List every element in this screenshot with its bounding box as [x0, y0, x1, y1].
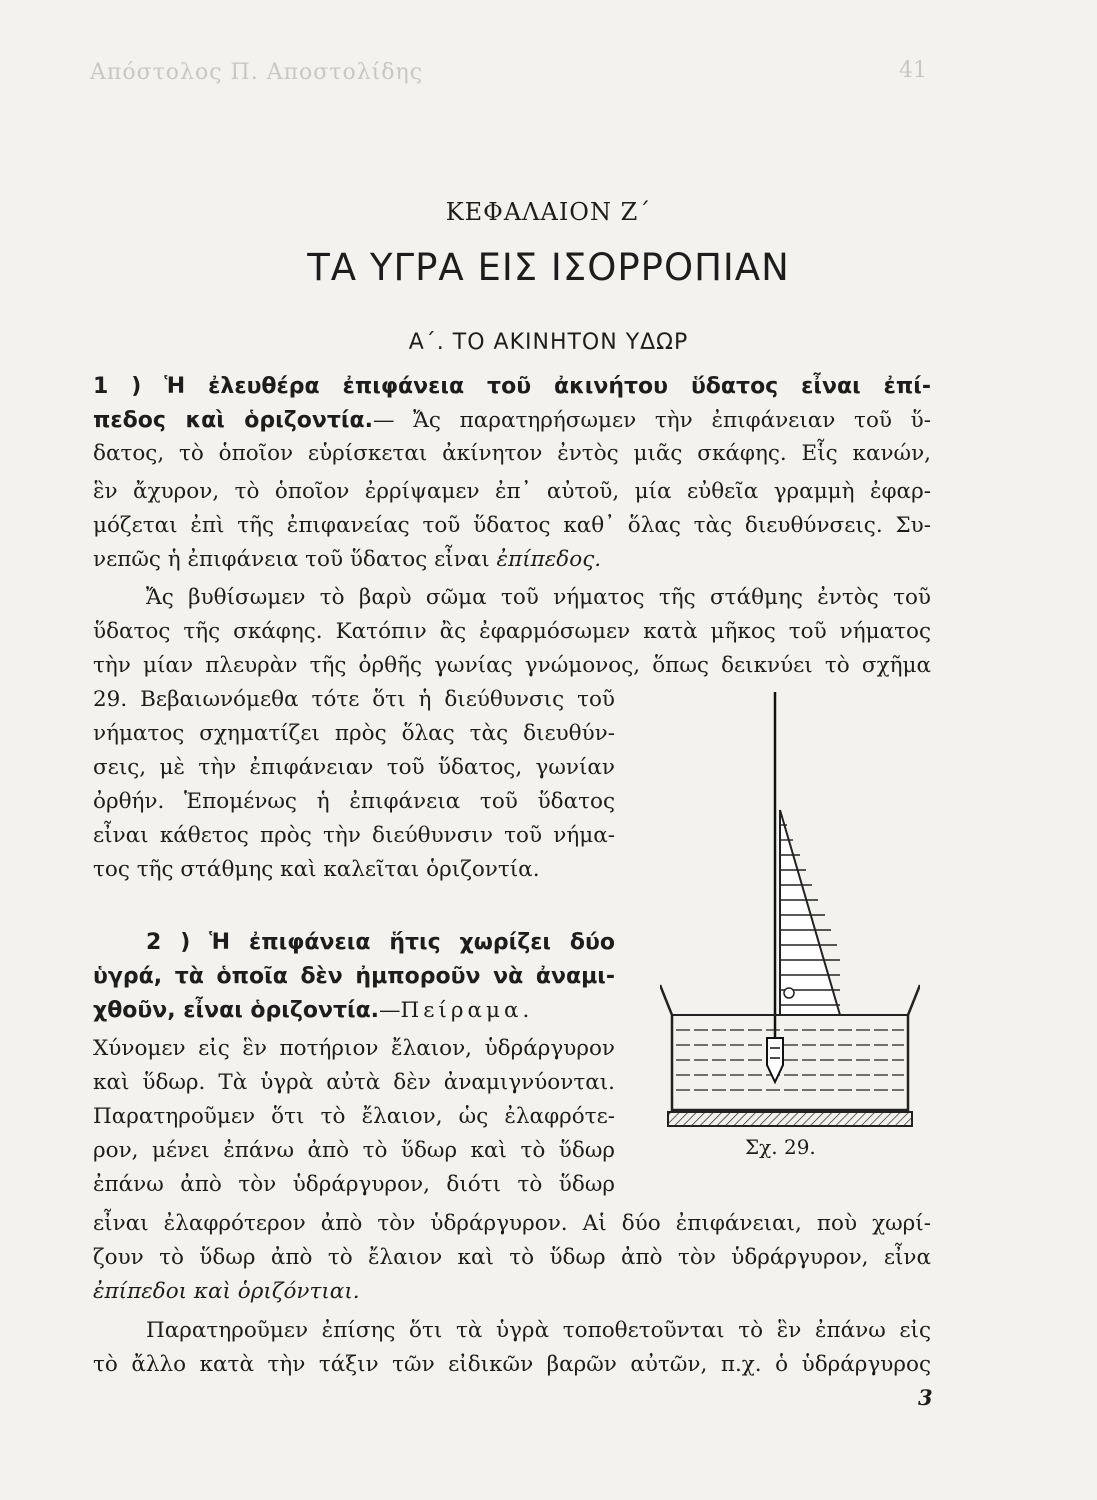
- text-line: ζουν τὸ ὕδωρ ἀπὸ τὸ ἔλαιον καὶ τὸ ὕδωρ ἀπὸ τὸν ὑδράργυρον, εἶνα: [93, 1245, 931, 1270]
- text-line: [93, 545, 601, 575]
- text-line: Παρατηροῦμεν ἐπίσης ὅτι τὰ ὑγρὰ τοποθετοῦνται τὸ ἓν ἐπάνω εἰς: [146, 1318, 931, 1343]
- text-line: Παρατηροῦμεν ὅτι τὸ ἔλαιον, ὡς ἐλαφρότε-: [93, 1104, 615, 1129]
- figure-29-drawing: [660, 690, 920, 1130]
- text-line: μόζεται ἐπὶ τῆς ἐπιφανείας τοῦ ὕδατος καθ᾽ ὅλας τὰς διευθύνσεις. Συ-: [93, 513, 931, 538]
- section-title: Α΄. ΤΟ ΑΚΙΝΗΤΟΝ ΥΔΩΡ: [408, 330, 689, 355]
- text-line: [93, 996, 533, 1026]
- text-line: ἓν ἄχυρον, τὸ ὁποῖον ἐρρίψαμεν ἐπ᾽ αὐτοῦ, μία εὐθεῖα γραμμὴ ἐφαρ-: [93, 479, 931, 504]
- text-line: ἐπίπεδοι καὶ ὁριζόντιαι.: [93, 1279, 360, 1304]
- text-line: τὴν μίαν πλευρὰν τῆς ὀρθῆς γωνίας γνώμονος, ὅπως δεικνύει τὸ σχῆμα: [93, 653, 931, 678]
- text-line: 29. Βεβαιωνόμεθα τότε ὅτι ἡ διεύθυνσις τοῦ: [93, 687, 615, 712]
- bleed-running-page: 41: [899, 58, 927, 83]
- text-line: εἶναι κάθετος πρὸς τὴν διεύθυνσιν τοῦ νήμα-: [93, 823, 615, 848]
- text-line: ὀρθήν. Ἑπομένως ἡ ἐπιφάνεια τοῦ ὕδατος: [93, 789, 615, 814]
- text-line: 2 ) Ἡ ἐπιφάνεια ἥτις χωρίζει δύο: [146, 930, 615, 955]
- text-line: τὸ ἄλλο κατὰ τὴν τάξιν τῶν εἰδικῶν βαρῶν αὐτῶν, π.χ. ὁ ὑδράργυρος: [93, 1352, 931, 1377]
- text-line: ὑγρά, τὰ ὁποῖα δὲν ἠμποροῦν νὰ ἀναμι-: [93, 964, 615, 989]
- text-line: Χύνομεν εἰς ἓν ποτήριον ἔλαιον, ὑδράργυρον: [93, 1036, 615, 1061]
- dash: —: [379, 998, 401, 1023]
- chapter-label: ΚΕΦΑΛΑΙΟΝ Ζ΄: [445, 198, 652, 226]
- bleed-running-head: Απόστολος Π. Αποστολίδης: [90, 60, 424, 85]
- spaced-word: Πείραμα.: [400, 998, 534, 1023]
- bold-heading: πεδος καὶ ὁριζοντία.: [93, 408, 373, 433]
- text-line: δατος, τὸ ὁποῖον εὑρίσκεται ἀκίνητον ἐντὸς μιᾶς σκάφης. Εἷς κανών,: [93, 441, 931, 466]
- chapter-title: ΤΑ ΥΓΡΑ ΕΙΣ ΙΣΟΡΡΟΠΙΑΝ: [307, 246, 790, 289]
- text-line: ἐπάνω ἀπὸ τὸν ὑδράργυρον, διότι τὸ ὕδωρ: [93, 1172, 615, 1197]
- italic-term: ἐπίπεδος.: [496, 547, 602, 572]
- text-line: [93, 406, 931, 436]
- set-square: [780, 810, 840, 1015]
- text-line: 1 ) Ἡ ἐλευθέρα ἐπιφάνεια τοῦ ἀκινήτου ὕδατος εἶναι ἐπί-: [93, 374, 931, 399]
- text-line: εἶναι ἐλαφρότερον ἀπὸ τὸν ὑδράργυρον. Αἱ δύο ἐπιφάνειαι, ποὺ χωρί-: [93, 1211, 931, 1236]
- figure-29: [660, 690, 920, 1160]
- text-span: νεπῶς ἡ ἐπιφάνεια τοῦ ὕδατος εἶναι: [93, 547, 497, 572]
- text-line: ρον, μένει ἐπάνω ἀπὸ τὸ ὕδωρ καὶ τὸ ὕδωρ: [93, 1138, 615, 1163]
- text-line: Ἄς βυθίσωμεν τὸ βαρὺ σῶμα τοῦ νήματος τῆς στάθμης ἐντὸς τοῦ: [146, 585, 931, 610]
- text-span: — Ἄς παρατηρήσωμεν τὴν ἐπιφάνειαν τοῦ ὕ-: [372, 408, 932, 433]
- text-line: σεις, μὲ τὴν ἐπιφάνειαν τοῦ ὕδατος, γωνίαν: [93, 755, 615, 780]
- page-number: 3: [918, 1385, 933, 1410]
- bold-heading: χθοῦν, εἶναι ὁριζοντία.: [93, 998, 380, 1023]
- text-line: τος τῆς στάθμης καὶ καλεῖται ὁριζοντία.: [93, 857, 540, 882]
- text-line: καὶ ὕδωρ. Τὰ ὑγρὰ αὐτὰ δὲν ἀναμιγνύονται.: [93, 1070, 615, 1095]
- text-line: ὕδατος τῆς σκάφης. Κατόπιν ἂς ἐφαρμόσωμεν κατὰ μῆκος τοῦ νήματος: [93, 619, 931, 644]
- hatched-base: [668, 1112, 912, 1126]
- figure-caption: Σχ. 29.: [745, 1135, 816, 1159]
- text-line: νήματος σχηματίζει πρὸς ὅλας τὰς διευθύν-: [93, 721, 615, 746]
